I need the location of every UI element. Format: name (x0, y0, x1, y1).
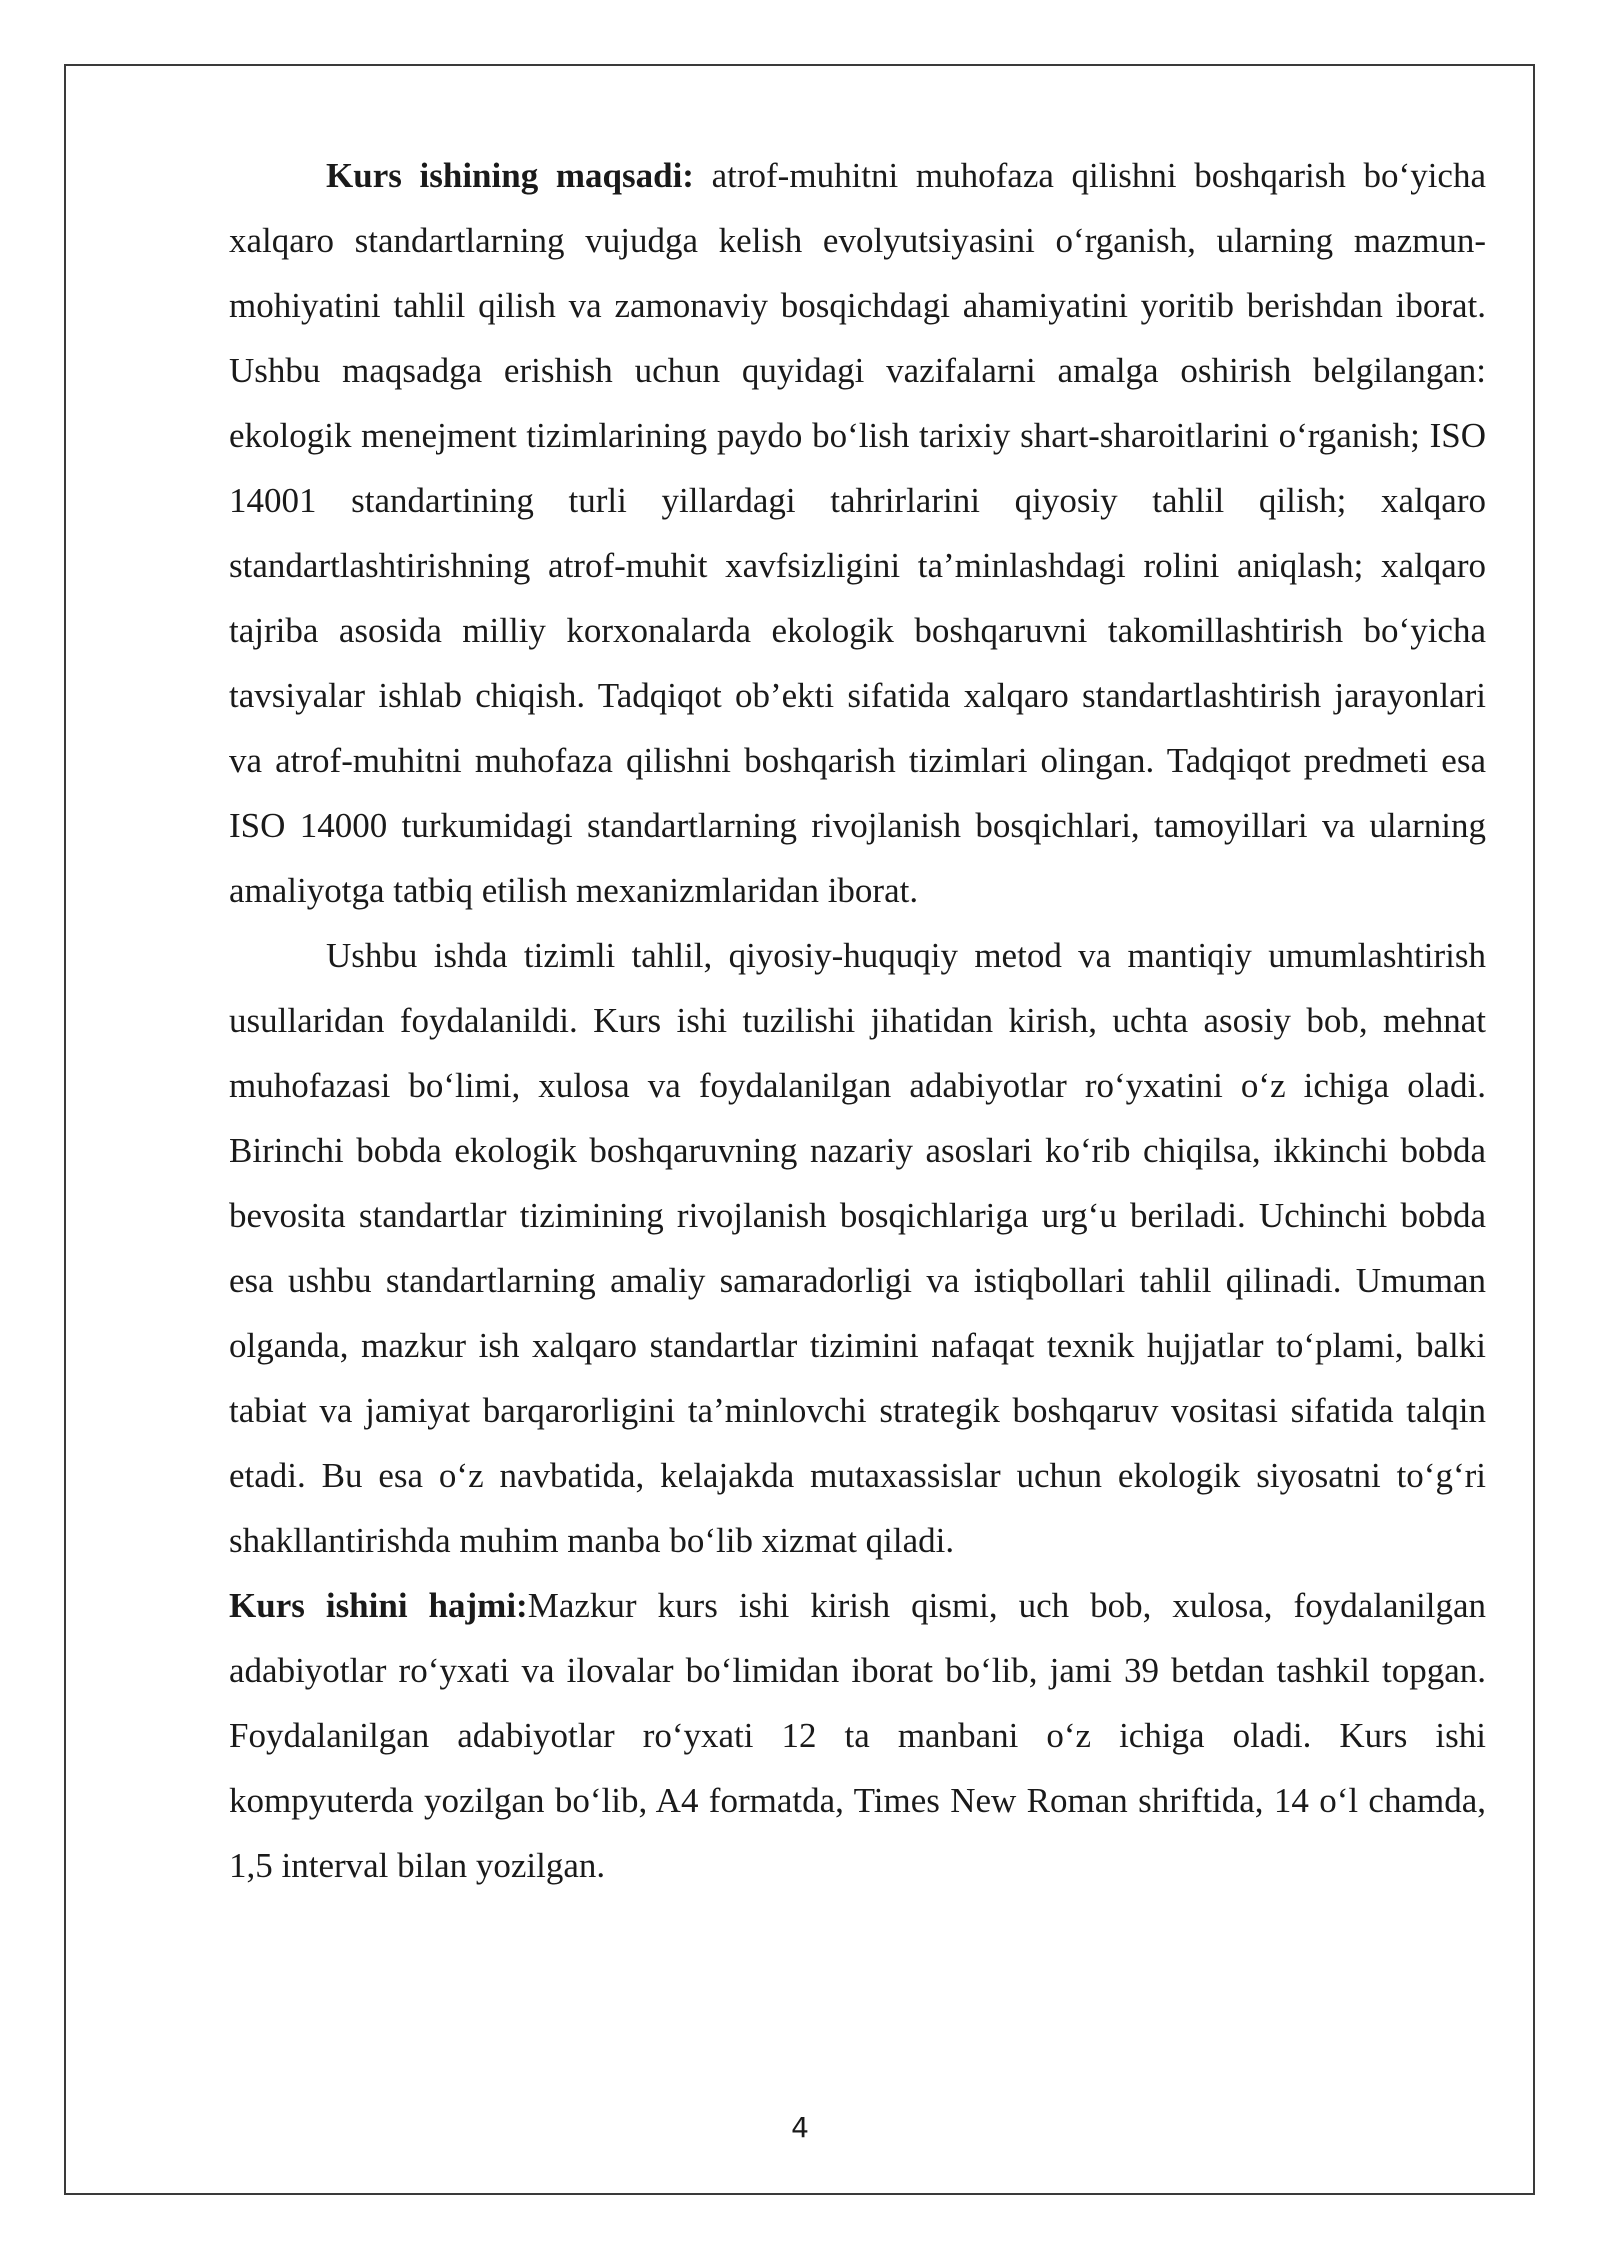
paragraph-methods-text: Ushbu ishda tizimli tahlil, qiyosiy-huquqiy metod va mantiqiy umumlashtirish usullaridan foydalanildi. Kurs ishi tuzilishi jihatidan kirish, uchta asosiy bob, mehnat muhofazasi bo‘limi, xulosa va foydalanilgan adabiyotlar ro‘yxatini o‘z ichiga oladi. Birinchi bobda ekologik boshqaruvning nazariy asoslari ko‘rib chiqilsa, ikkinchi bobda bevosita standartlar tizimining rivojlanish bosqichlariga urg‘u beriladi. Uchinchi bobda esa ushbu standartlarning amaliy samaradorligi va istiqbollari tahlil qilinadi. Umuman olganda, mazkur ish xalqaro standartlar tizimini nafaqat texnik hujjatlar to‘plami, balki tabiat va jamiyat barqarorligini ta’minlovchi strategik boshqaruv vositasi sifatida talqin etadi. Bu esa o‘z navbatida, kelajakda mutaxassislar uchun ekologik siyosatni to‘g‘ri shakllantirishda muhim manba bo‘lib xizmat qiladi. (229, 936, 1486, 1560)
paragraph-volume-heading: Kurs ishini hajmi: (229, 1586, 528, 1625)
paragraph-volume (229, 1573, 1486, 1898)
paragraph-methods (229, 923, 1486, 1573)
page-number: 4 (791, 2111, 809, 2144)
document-body (229, 143, 1486, 1898)
paragraph-goal-heading: Kurs ishining maqsadi: (326, 156, 694, 195)
paragraph-volume-text: Mazkur kurs ishi kirish qismi, uch bob, xulosa, foydalanilgan adabiyotlar ro‘yxati va ilovalar bo‘limidan iborat bo‘lib, jami 39 betdan tashkil topgan. Foydalanilgan adabiyotlar ro‘yxati 12 ta manbani o‘z ichiga oladi. Kurs ishi kompyuterda yozilgan bo‘lib, A4 formatda, Times New Roman shriftida, 14 o‘l chamda, 1,5 interval bilan yozilgan. (229, 1586, 1486, 1885)
paragraph-goal (229, 143, 1486, 923)
paragraph-goal-text: atrof-muhitni muhofaza qilishni boshqarish bo‘yicha xalqaro standartlarning vujudga kelish evolyutsiyasini o‘rganish, ularning mazmun-mohiyatini tahlil qilish va zamonaviy bosqichdagi ahamiyatini yoritib berishdan iborat. Ushbu maqsadga erishish uchun quyidagi vazifalarni amalga oshirish belgilangan: ekologik menejment tizimlarining paydo bo‘lish tarixiy shart-sharoitlarini o‘rganish; ISO 14001 standartining turli yillardagi tahrirlarini qiyosiy tahlil qilish; xalqaro standartlashtirishning atrof-muhit xavfsizligini ta’minlashdagi rolini aniqlash; xalqaro tajriba asosida milliy korxonalarda ekologik boshqaruvni takomillashtirish bo‘yicha tavsiyalar ishlab chiqish. Tadqiqot ob’ekti sifatida xalqaro standartlashtirish jarayonlari va atrof-muhitni muhofaza qilishni boshqarish tizimlari olingan. Tadqiqot predmeti esa ISO 14000 turkumidagi standartlarning rivojlanish bosqichlari, tamoyillari va ularning amaliyotga tatbiq etilish mexanizmlaridan iborat. (229, 156, 1486, 910)
